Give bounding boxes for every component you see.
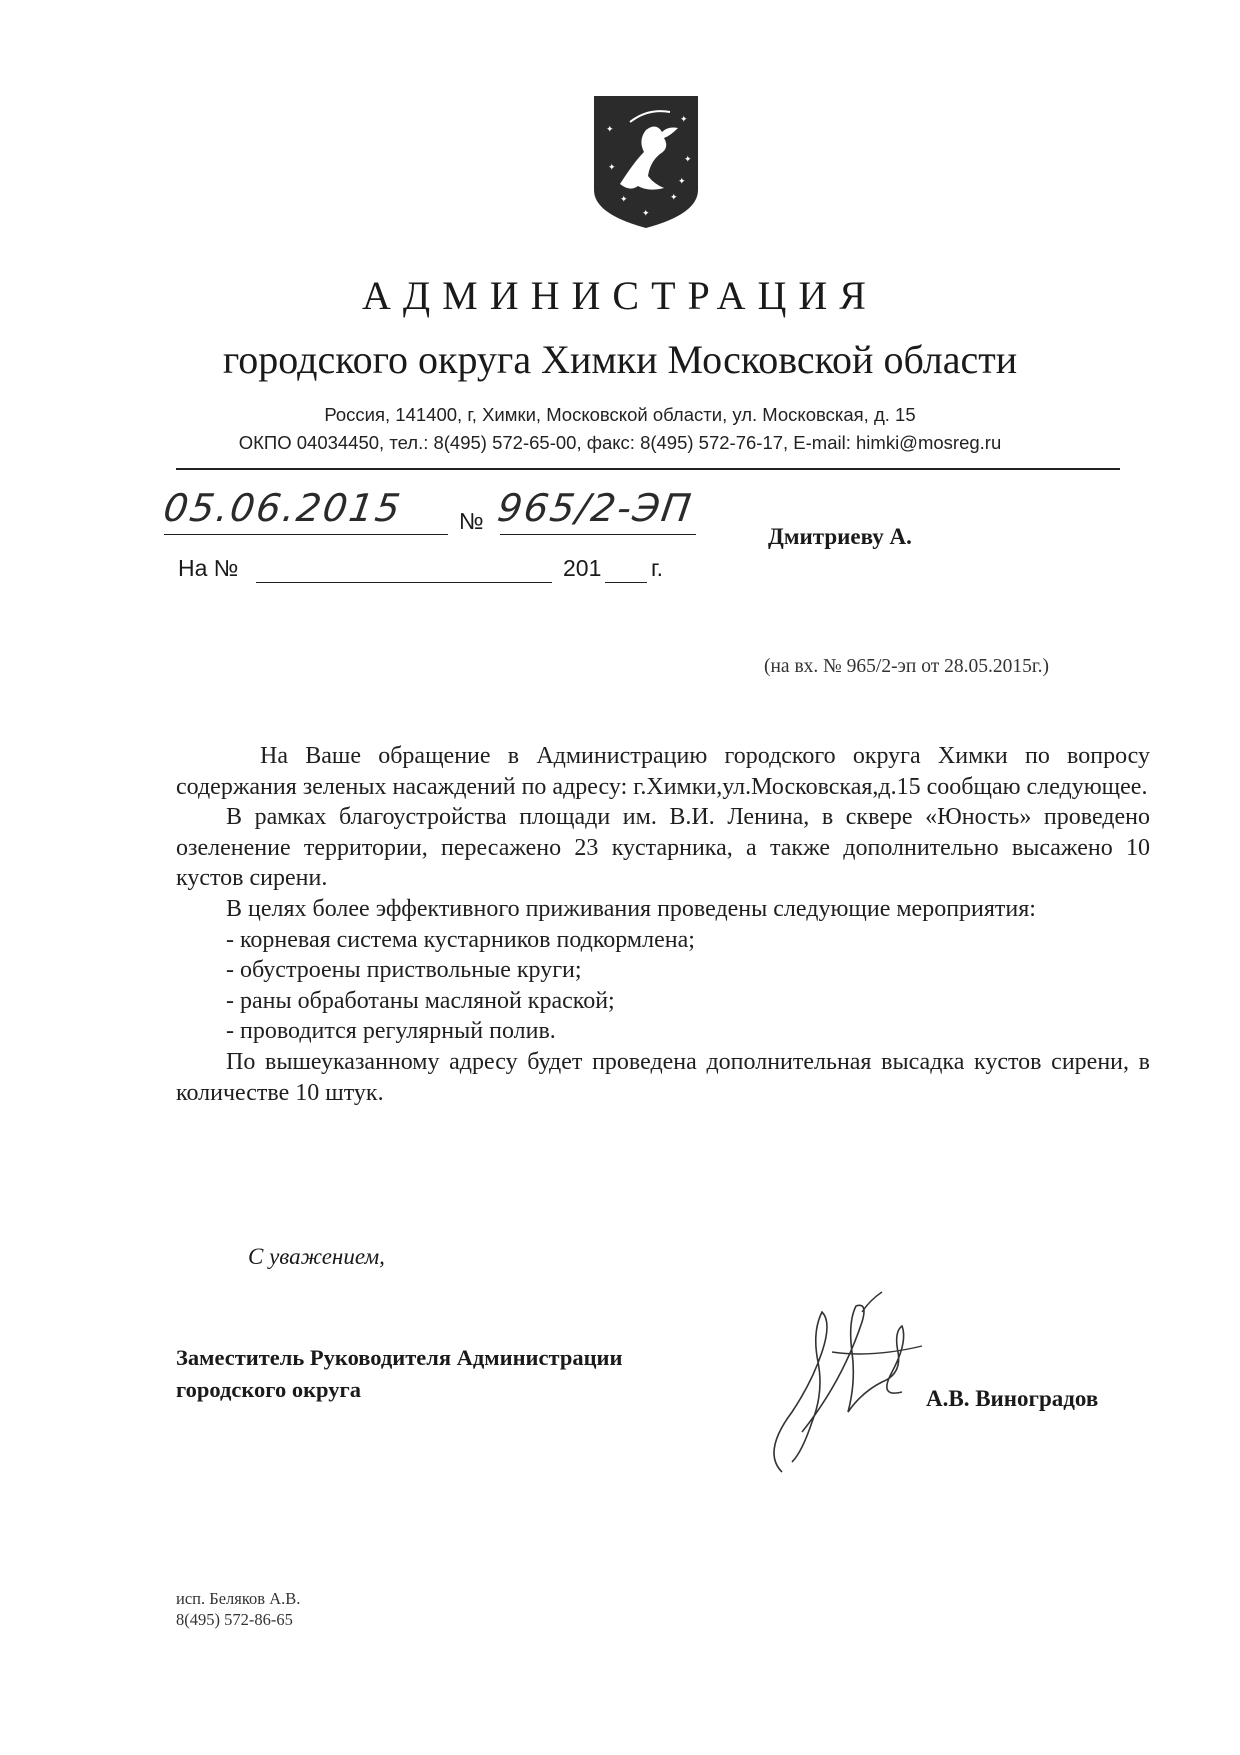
contacts-line: ОКПО 04034450, тел.: 8(495) 572-65-00, факс: 8(495) 572-76-17, E-mail: himki@mosreg.ru: [238, 432, 1002, 453]
paragraph-2: В рамках благоустройства площади им. В.И. Ленина, в сквере «Юность» проведено озеленение территории, пересажено 23 кустарника, а также дополнительно высажено 10 кустов сирени.: [176, 804, 1150, 892]
org-name: АДМИНИСТРАЦИЯ: [362, 273, 878, 318]
closing-phrase: С уважением,: [248, 1244, 385, 1269]
svg-text:✦: ✦: [606, 125, 614, 135]
outgoing-date: 05.06.2015: [160, 486, 405, 530]
svg-text:✦: ✦: [620, 195, 628, 205]
reply-year: 201: [563, 555, 602, 581]
signatory-title-line-2: городского округа: [176, 1377, 361, 1402]
header-divider: [176, 468, 1120, 470]
reply-year-underline: [605, 582, 647, 583]
signatory-name: А.В. Виноградов: [926, 1386, 1099, 1411]
reply-number-underline: [256, 582, 552, 583]
list-item: - проводится регулярный полив.: [226, 1018, 556, 1045]
handwritten-signature: [752, 1282, 952, 1482]
svg-text:✦: ✦: [678, 177, 686, 187]
list-item: - корневая система кустарников подкормлена;: [226, 926, 695, 953]
executor-phone: 8(495) 572-86-65: [176, 1610, 293, 1629]
reply-year-suffix: г.: [651, 555, 663, 581]
incoming-reference: (на вх. № 965/2-эп от 28.05.2015г.): [764, 656, 1050, 677]
list-item: - раны обработаны масляной краской;: [226, 987, 615, 1014]
list-item: - обустроены приствольные круги;: [226, 957, 582, 984]
outgoing-number: 965/2-ЭП: [494, 486, 696, 530]
svg-text:✦: ✦: [680, 115, 688, 125]
paragraph-4: По вышеуказанному адресу будет проведена дополнительная высадка кустов сирени, в количестве 10 штук.: [176, 1048, 1150, 1106]
svg-text:✦: ✦: [670, 193, 678, 203]
svg-text:✦: ✦: [642, 209, 650, 219]
date-underline: [164, 534, 448, 535]
number-sign: №: [459, 508, 484, 534]
org-subtitle: городского округа Химки Московской области: [222, 337, 1018, 382]
paragraph-3: В целях более эффективного приживания проведены следующие мероприятия:: [226, 895, 1036, 922]
number-underline: [500, 534, 696, 535]
addressee: Дмитриеву А.: [768, 524, 912, 549]
executor-info: [176, 1588, 300, 1630]
address-line: Россия, 141400, г, Химки, Московской области, ул. Московская, д. 15: [324, 404, 916, 425]
reply-to-label: На №: [178, 555, 239, 581]
coat-of-arms-icon: [590, 92, 702, 232]
svg-text:✦: ✦: [684, 155, 692, 165]
executor-name: исп. Беляков А.В.: [176, 1589, 301, 1608]
paragraph-1: На Ваше обращение в Администрацию городского округа Химки по вопросу содержания зеленых насаждений по адресу: г.Химки,ул.Московская,д.15 сообщаю следующее.: [176, 743, 1150, 800]
signatory-title-line-1: Заместитель Руководителя Администрации: [176, 1345, 623, 1370]
letter-body: [176, 741, 1150, 1108]
signatory-title: [176, 1342, 622, 1406]
svg-text:✦: ✦: [608, 163, 616, 173]
